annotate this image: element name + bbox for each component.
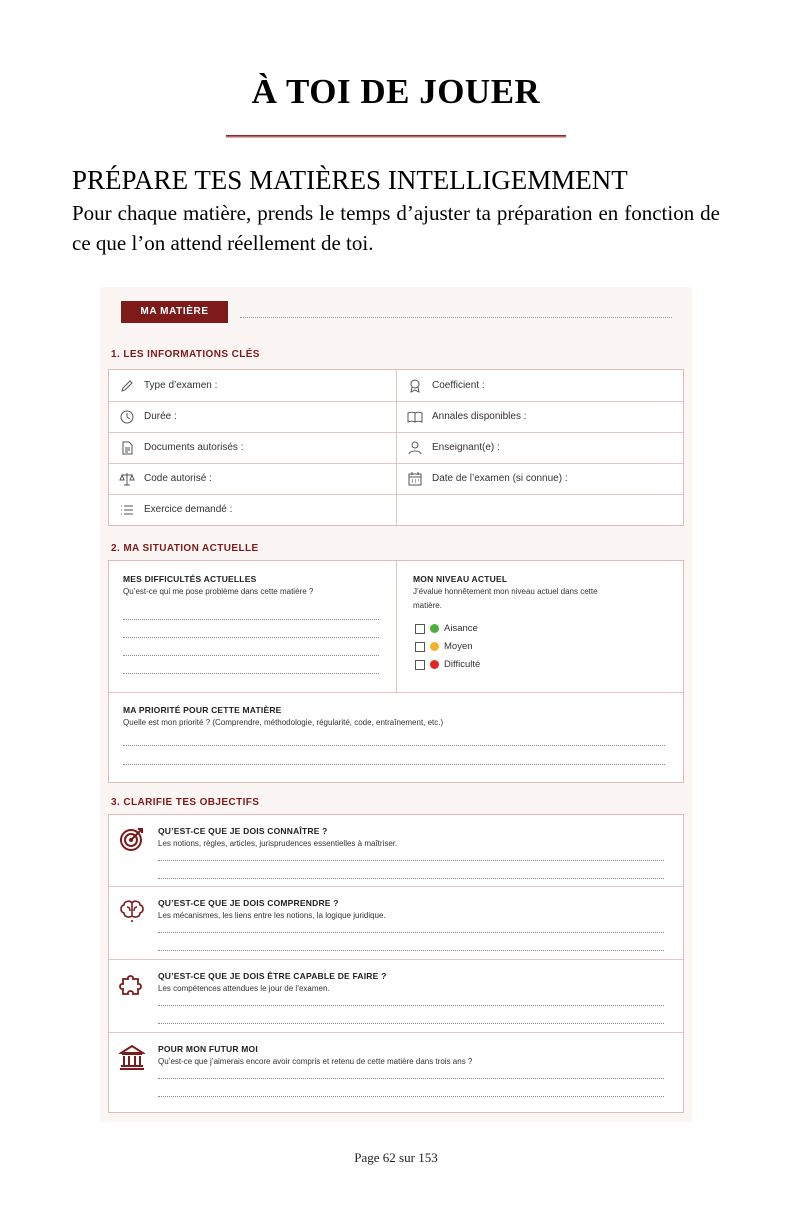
field-label: Durée : [144,411,177,422]
objective-title: QU’EST-CE QUE JE DOIS ÊTRE CAPABLE DE FAIRE ? [158,971,387,981]
list-icon [119,502,135,518]
field-duration[interactable] [109,401,177,432]
page-title: À TOI DE JOUER [251,72,541,111]
pencil-icon [119,378,135,394]
clock-icon [119,409,135,425]
field-exam-date[interactable] [397,463,568,494]
box-divider [396,561,397,692]
subject-tag: MA MATIÈRE [121,301,228,323]
answer-line[interactable] [158,950,664,951]
objective-title: QU’EST-CE QUE JE DOIS CONNAÎTRE ? [158,826,328,836]
green-dot-icon [430,624,439,633]
calendar-icon [407,471,423,487]
subject-name-line[interactable] [240,317,672,318]
medal-icon [407,378,423,394]
box-divider [109,692,683,693]
grid-divider [109,401,683,402]
courthouse-icon [119,1044,145,1070]
objective-desc: Qu’est-ce que j’aimerais encore avoir compris et retenu de cette matière dans trois ans ? [158,1057,473,1066]
answer-line[interactable] [158,1096,664,1097]
objective-desc: Les notions, règles, articles, jurisprudences essentielles à maîtriser. [158,839,398,848]
objective-row [109,887,683,959]
objective-title: POUR MON FUTUR MOI [158,1044,258,1054]
field-exam-type[interactable] [109,370,217,401]
section-situation-heading: 2. MA SITUATION ACTUELLE [111,543,259,554]
situation-box [108,560,684,783]
priority-title: MA PRIORITÉ POUR CETTE MATIÈRE [123,705,282,715]
book-icon [407,409,423,425]
field-label: Exercice demandé : [144,504,233,515]
option-label: Difficulté [444,659,481,670]
field-allowed-documents[interactable] [109,432,244,463]
field-label: Annales disponibles : [432,411,527,422]
answer-line[interactable] [123,637,379,638]
document-icon [119,440,135,456]
field-label: Documents autorisés : [144,442,244,453]
level-option-ease[interactable] [415,623,478,634]
section-objectives-heading: 3. CLARIFIE TES OBJECTIFS [111,797,260,808]
answer-line[interactable] [158,1005,664,1006]
worksheet [100,287,692,1122]
difficulties-title: MES DIFFICULTÉS ACTUELLES [123,574,257,584]
page-number: Page 62 sur 153 [354,1150,438,1165]
brain-icon [119,898,145,924]
field-label: Type d’examen : [144,380,218,391]
field-label: Date de l’examen (si connue) : [432,473,568,484]
section-heading: PRÉPARE TES MATIÈRES INTELLIGEMMENT [72,165,628,195]
key-info-grid [108,369,684,526]
answer-line[interactable] [158,878,664,879]
objective-row [109,815,683,887]
field-label: Code autorisé : [144,473,212,484]
scales-icon [119,471,135,487]
answer-line[interactable] [158,1078,664,1079]
field-exercise[interactable] [109,494,232,525]
objective-row [109,960,683,1032]
difficulties-question: Qu’est-ce qui me pose problème dans cette matière ? [123,587,314,596]
field-label: Coefficient : [432,380,485,391]
field-allowed-code[interactable] [109,463,212,494]
level-option-medium[interactable] [415,641,473,652]
objective-desc: Les mécanismes, les liens entre les notions, la logique juridique. [158,911,386,920]
field-coefficient[interactable] [397,370,485,401]
answer-line[interactable] [123,764,665,765]
level-option-difficulty[interactable] [415,659,480,670]
field-teacher[interactable] [397,432,500,463]
checkbox[interactable] [415,642,425,652]
objective-title: QU’EST-CE QUE JE DOIS COMPRENDRE ? [158,898,339,908]
checkbox[interactable] [415,624,425,634]
answer-line[interactable] [123,745,665,746]
objective-desc: Les compétences attendues le jour de l’examen. [158,984,330,993]
level-title: MON NIVEAU ACTUEL [413,574,508,584]
target-icon [119,826,145,852]
puzzle-icon [119,971,145,997]
option-label: Aisance [444,623,478,634]
field-past-papers[interactable] [397,401,527,432]
red-dot-icon [430,660,439,669]
user-icon [407,440,423,456]
answer-line[interactable] [158,1023,664,1024]
intro-paragraph: Pour chaque matière, prends le temps d’ajuster ta préparation en fonction de ce que l’on attend réellement de toi. [72,201,720,255]
checkbox[interactable] [415,660,425,670]
answer-line[interactable] [123,673,379,674]
option-label: Moyen [444,641,473,652]
answer-line[interactable] [123,619,379,620]
objective-row [109,1033,683,1105]
objectives-box [108,814,684,1113]
answer-line[interactable] [158,860,664,861]
title-divider [226,135,566,138]
level-question: J’évalue honnêtement mon niveau actuel dans cette matière. [413,587,598,610]
orange-dot-icon [430,642,439,651]
priority-question: Quelle est mon priorité ? (Comprendre, méthodologie, régularité, code, entraînement, etc.) [123,718,444,727]
section-key-info-heading: 1. LES INFORMATIONS CLÉS [111,349,260,360]
answer-line[interactable] [123,655,379,656]
answer-line[interactable] [158,932,664,933]
field-label: Enseignant(e) : [432,442,500,453]
